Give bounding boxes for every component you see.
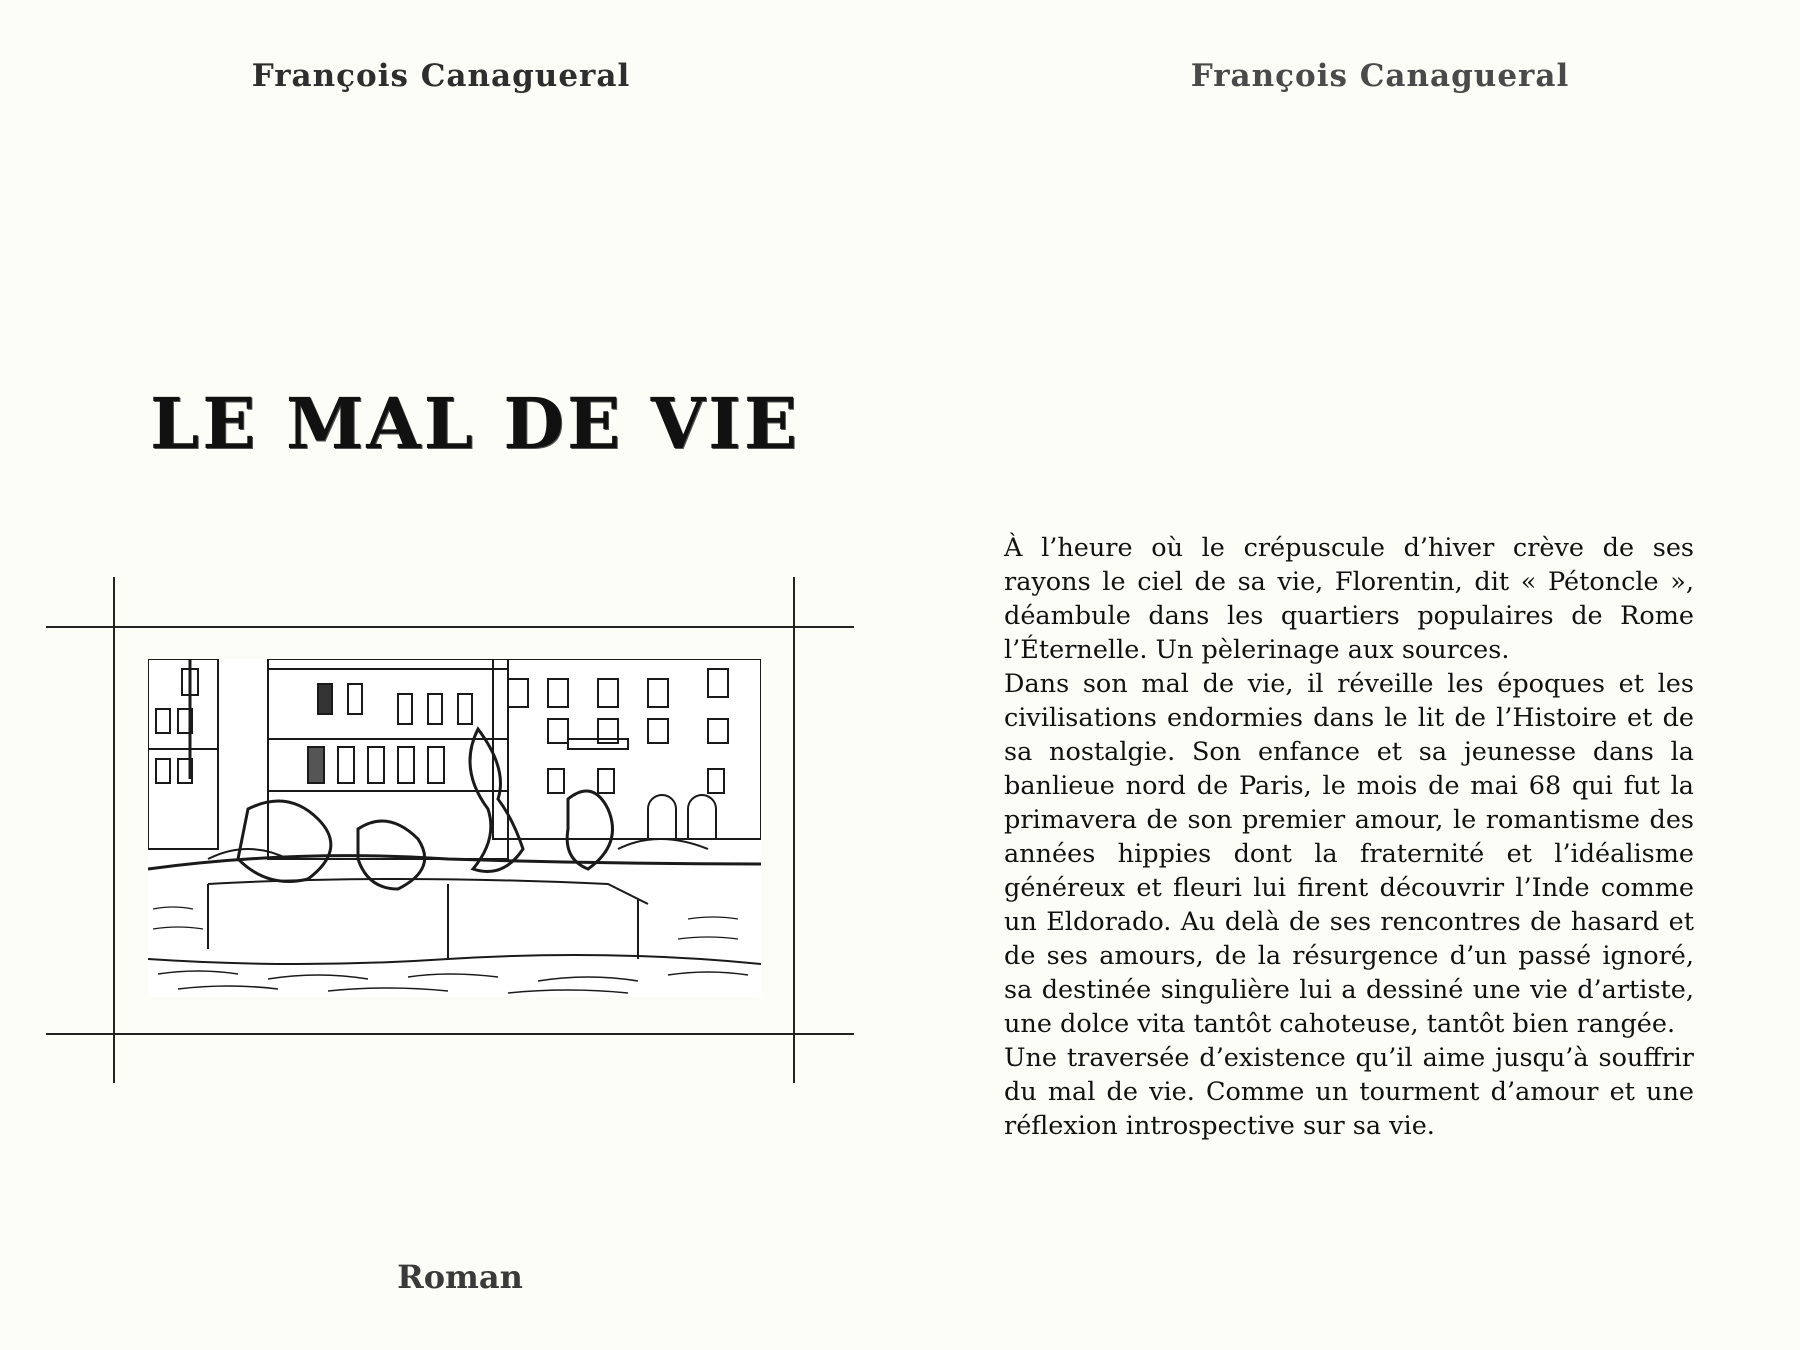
blurb-paragraph: Une traversée d’existence qu’il aime jusqu’à souffrir du mal de vie. Comme un tourment d’amour et une réflexion introspective sur sa vie. <box>1004 1043 1694 1141</box>
genre-text: Roman <box>397 1258 523 1296</box>
back-cover-blurb <box>1004 531 1694 1143</box>
back-author <box>900 58 1800 94</box>
book-title: LE MAL DE VIE <box>150 382 801 465</box>
frame-line-left <box>113 577 115 1083</box>
blurb-paragraph: Dans son mal de vie, il réveille les époques et les civilisations endormies dans le lit de l’Histoire et de sa nostalgie. Son enfance et sa jeunesse dans la banlieue nord de Paris, le mois de mai 68 qui fut la primavera de son premier amour, le romantisme des années hippies dont la fraternité et l’idéalisme généreux et fleuri lui firent découvrir l’Inde comme un Eldorado. Au delà de ses rencontres de hasard et de ses amours, de la résurgence d’un passé ignoré, sa destinée singulière lui a dessiné une vie d’artiste, une dolce vita tantôt cahoteuse, tantôt bien rangée. <box>1004 669 1694 1039</box>
fountain-illustration <box>148 659 761 997</box>
frame-line-right <box>793 577 795 1083</box>
frame-line-top <box>46 626 854 628</box>
blurb-paragraph: À l’heure où le crépuscule d’hiver crève de ses rayons le ciel de sa vie, Florentin, dit « Pétoncle », déambule dans les quartiers populaires de Rome l’Éternelle. Un pèlerinage aux sources. <box>1004 533 1694 665</box>
back-author-text: François Canagueral <box>1190 58 1570 94</box>
genre-label <box>0 1258 900 1296</box>
front-author-text: François Canagueral <box>251 58 631 94</box>
frame-line-bottom <box>46 1033 854 1035</box>
front-author <box>0 58 894 94</box>
